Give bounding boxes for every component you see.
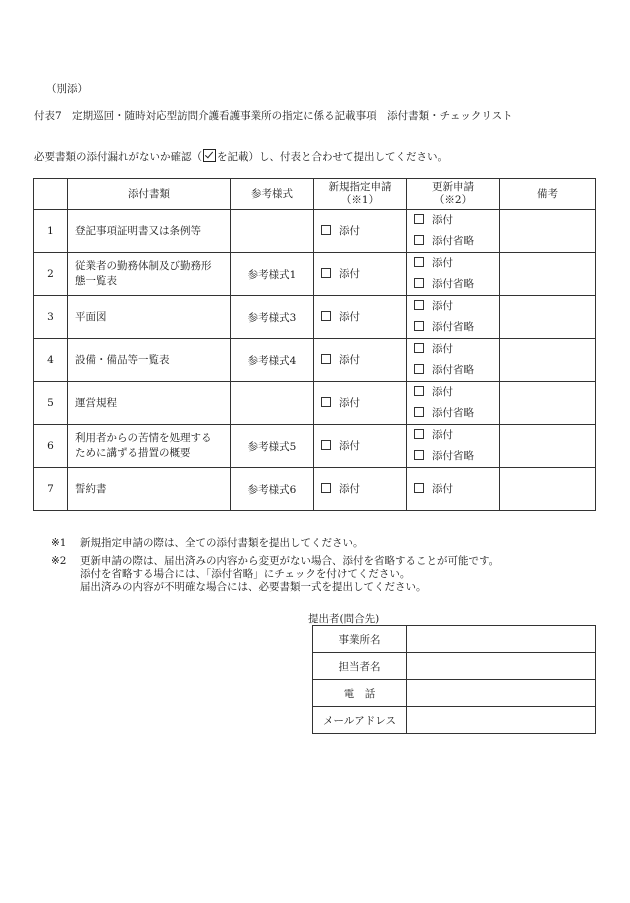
- footnote-1: [51, 537, 591, 551]
- checkbox-icon[interactable]: [321, 268, 331, 278]
- checkbox-icon[interactable]: [414, 450, 424, 460]
- renew-omit-option[interactable]: [414, 231, 499, 252]
- document-name: [68, 253, 231, 296]
- document-name: [68, 296, 231, 339]
- reference-form: [231, 210, 314, 253]
- new-attach-option[interactable]: [321, 221, 406, 242]
- checkbox-icon[interactable]: [414, 407, 424, 417]
- contact-row-person: [313, 653, 596, 680]
- row-number: 5: [34, 382, 68, 425]
- new-attach-option[interactable]: [321, 350, 406, 371]
- reference-form: 参考様式5: [231, 425, 314, 468]
- renew-omit-option[interactable]: [414, 274, 499, 295]
- header-no: [34, 179, 68, 210]
- row-number: 1: [34, 210, 68, 253]
- header-renew-line1: 更新申請: [432, 181, 474, 193]
- checkbox-icon[interactable]: [414, 429, 424, 439]
- contact-heading: 提出者(問合先): [308, 613, 380, 625]
- option-label: 添付: [432, 343, 453, 355]
- renewal-cell: [407, 296, 500, 339]
- header-remarks: 備考: [500, 179, 596, 210]
- option-label: 添付省略: [432, 278, 474, 290]
- option-label: 添付: [432, 257, 453, 269]
- renew-attach-option[interactable]: [414, 339, 499, 360]
- option-label: 添付: [339, 310, 360, 323]
- footnote-line: 添付を省略する場合には、「添付省略」にチェックを付けてください。: [80, 568, 411, 580]
- new-application-cell: [314, 210, 407, 253]
- table-row: [34, 253, 596, 296]
- renewal-cell: [407, 210, 500, 253]
- checkbox-icon[interactable]: [321, 225, 331, 235]
- checkbox-icon[interactable]: [321, 440, 331, 450]
- new-application-cell: [314, 382, 407, 425]
- remarks-cell[interactable]: [500, 296, 596, 339]
- phone-field[interactable]: [407, 680, 596, 707]
- checkbox-icon[interactable]: [414, 321, 424, 331]
- reference-form: 参考様式4: [231, 339, 314, 382]
- checkbox-icon[interactable]: [414, 278, 424, 288]
- option-label: 添付: [339, 353, 360, 366]
- checkbox-icon[interactable]: [414, 214, 424, 224]
- option-label: 添付: [432, 214, 453, 226]
- office-name-label: 事業所名: [313, 626, 407, 653]
- table-row: [34, 339, 596, 382]
- document-name-line1: 運営規程: [75, 396, 117, 409]
- checkbox-icon[interactable]: [414, 300, 424, 310]
- footnote-text: [80, 555, 499, 594]
- renew-omit-option[interactable]: [414, 446, 499, 467]
- document-name-line1: 平面図: [75, 310, 107, 323]
- new-application-cell: [314, 253, 407, 296]
- renew-attach-option[interactable]: [414, 425, 499, 446]
- option-label: 添付省略: [432, 450, 474, 462]
- new-application-cell: [314, 296, 407, 339]
- renewal-cell: [407, 382, 500, 425]
- option-label: 添付: [432, 482, 453, 495]
- document-name-line1: 設備・備品等一覧表: [75, 353, 170, 366]
- row-number: 7: [34, 468, 68, 511]
- footnote-text: 新規指定申請の際は、全ての添付書類を提出してください。: [80, 537, 364, 549]
- renew-omit-option[interactable]: [414, 317, 499, 338]
- table-header-row: [34, 179, 596, 210]
- option-label: 添付: [339, 396, 360, 409]
- checkbox-icon[interactable]: [321, 311, 331, 321]
- checkbox-icon[interactable]: [414, 235, 424, 245]
- new-application-cell: [314, 425, 407, 468]
- option-label: 添付省略: [432, 235, 474, 247]
- header-renew-line2: （※2）: [433, 194, 473, 206]
- footnote-mark: ※1: [51, 537, 67, 549]
- new-attach-option[interactable]: [321, 393, 406, 414]
- header-form: 参考様式: [231, 179, 314, 210]
- option-label: 添付: [339, 439, 360, 452]
- renewal-cell: [407, 253, 500, 296]
- renew-attach-option[interactable]: [414, 253, 499, 274]
- footnote-mark: ※2: [51, 555, 67, 567]
- renew-attach-option[interactable]: [414, 210, 499, 231]
- option-label: 添付省略: [432, 364, 474, 376]
- checkbox-icon[interactable]: [414, 257, 424, 267]
- option-label: 添付省略: [432, 321, 474, 333]
- renew-attach-option[interactable]: [414, 479, 499, 500]
- footnote-2: [51, 555, 591, 597]
- attachment-checklist-table: [33, 178, 596, 511]
- option-label: 添付: [339, 482, 360, 495]
- checkbox-icon[interactable]: [414, 343, 424, 353]
- header-renewal-application: [407, 179, 500, 210]
- contact-table: [312, 625, 596, 734]
- table-row: [34, 210, 596, 253]
- table-row: [34, 425, 596, 468]
- table-row: [34, 296, 596, 339]
- checkbox-icon[interactable]: [321, 397, 331, 407]
- checkmark-icon: [203, 149, 216, 162]
- remarks-cell[interactable]: [500, 468, 596, 511]
- table-row: [34, 382, 596, 425]
- option-label: 添付: [432, 429, 453, 441]
- document-name-line2: 態一覧表: [75, 275, 117, 287]
- new-application-cell: [314, 339, 407, 382]
- renew-omit-option[interactable]: [414, 360, 499, 381]
- option-label: 添付: [432, 300, 453, 312]
- document-name-line1: 従業者の勤務体制及び勤務形: [75, 260, 212, 272]
- renewal-cell: [407, 468, 500, 511]
- reference-form: 参考様式1: [231, 253, 314, 296]
- renew-omit-option[interactable]: [414, 403, 499, 424]
- document-name: [68, 210, 231, 253]
- document-name-line1: 誓約書: [75, 482, 107, 495]
- instruction-before: 必要書類の添付漏れがないか確認（: [34, 151, 202, 163]
- office-name-field[interactable]: [407, 626, 596, 653]
- checkbox-icon[interactable]: [414, 483, 424, 493]
- footnote-line: 届出済みの内容が不明確な場合には、必要書類一式を提出してください。: [80, 581, 427, 593]
- remarks-cell[interactable]: [500, 425, 596, 468]
- row-number: 6: [34, 425, 68, 468]
- document-name: [68, 425, 231, 468]
- renew-attach-option[interactable]: [414, 296, 499, 317]
- document-name-line1: 利用者からの苦情を処理する: [75, 432, 212, 444]
- reference-form: [231, 382, 314, 425]
- checkbox-icon[interactable]: [321, 354, 331, 364]
- header-document: 添付書類: [68, 179, 231, 210]
- remarks-cell[interactable]: [500, 339, 596, 382]
- renewal-cell: [407, 339, 500, 382]
- reference-form: 参考様式3: [231, 296, 314, 339]
- row-number: 3: [34, 296, 68, 339]
- checkbox-icon[interactable]: [414, 364, 424, 374]
- checkbox-icon[interactable]: [321, 483, 331, 493]
- document-name: [68, 468, 231, 511]
- row-number: 2: [34, 253, 68, 296]
- instruction-after: を記載）し、付表と合わせて提出してください。: [217, 151, 448, 163]
- table-row: [34, 468, 596, 511]
- document-title: 付表7 定期巡回・随時対応型訪問介護看護事業所の指定に係る記載事項 添付書類・チェックリスト: [34, 110, 513, 122]
- new-attach-option[interactable]: [321, 479, 406, 500]
- person-in-charge-field[interactable]: [407, 653, 596, 680]
- document-name: [68, 382, 231, 425]
- option-label: 添付: [432, 386, 453, 398]
- remarks-cell[interactable]: [500, 210, 596, 253]
- document-name-line1: 登記事項証明書又は条例等: [75, 224, 201, 237]
- option-label: 添付省略: [432, 407, 474, 419]
- option-label: 添付: [339, 267, 360, 280]
- contact-row-email: [313, 707, 596, 734]
- header-new-line1: 新規指定申請: [328, 181, 392, 193]
- instruction-text: [34, 149, 448, 164]
- new-application-cell: [314, 468, 407, 511]
- renewal-cell: [407, 425, 500, 468]
- header-new-line2: （※1）: [340, 194, 380, 206]
- new-attach-option[interactable]: [321, 436, 406, 457]
- footnote-line: 更新申請の際は、届出済みの内容から変更がない場合、添付を省略することが可能です。: [80, 555, 500, 567]
- email-field[interactable]: [407, 707, 596, 734]
- document-name: [68, 339, 231, 382]
- remarks-cell[interactable]: [500, 382, 596, 425]
- row-number: 4: [34, 339, 68, 382]
- phone-label: 電 話: [313, 680, 407, 707]
- person-in-charge-label: 担当者名: [313, 653, 407, 680]
- option-label: 添付: [339, 224, 360, 237]
- document-name-line2: ために講ずる措置の概要: [75, 447, 191, 459]
- checkbox-icon[interactable]: [414, 386, 424, 396]
- new-attach-option[interactable]: [321, 307, 406, 328]
- remarks-cell[interactable]: [500, 253, 596, 296]
- attachment-note: （別添）: [46, 83, 88, 95]
- reference-form: 参考様式6: [231, 468, 314, 511]
- renew-attach-option[interactable]: [414, 382, 499, 403]
- contact-row-office: [313, 626, 596, 653]
- header-new-application: [314, 179, 407, 210]
- email-label: メールアドレス: [313, 707, 407, 734]
- contact-row-phone: [313, 680, 596, 707]
- new-attach-option[interactable]: [321, 264, 406, 285]
